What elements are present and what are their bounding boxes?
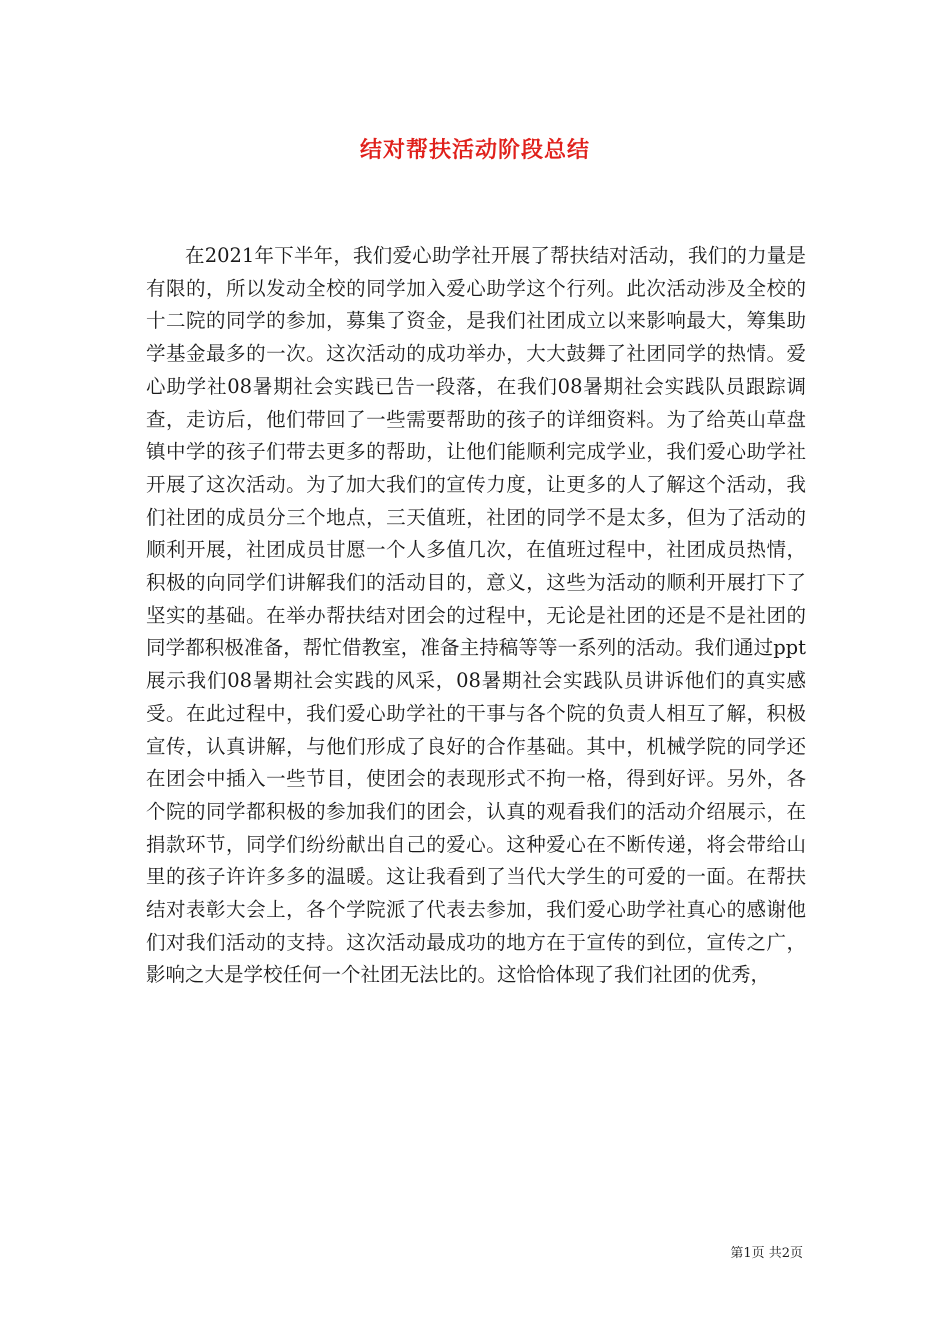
body-paragraph: 在2021年下半年，我们爱心助学社开展了帮扶结对活动，我们的力量是有限的，所以发动全校的同学加入爱心助学这个行列。此次活动涉及全校的十二院的同学的参加，募集了资金，是我们社团成立以来影响最大，筹集助学基金最多的一次。这次活动的成功举办，大大鼓舞了社团同学的热情。爱心助学社08暑期社会实践已告一段落，在我们08暑期社会实践队员跟踪调查，走访后，他们带回了一些需要帮助的孩子的详细资料。为了给英山草盘镇中学的孩子们带去更多的帮助，让他们能顺利完成学业，我们爱心助学社开展了这次活动。为了加大我们的宣传力度，让更多的人了解这个活动，我们社团的成员分三个地点，三天值班，社团的同学不是太多，但为了活动的顺利开展，社团成员甘愿一个人多值几次，在值班过程中，社团成员热情，积极的向同学们讲解我们的活动目的，意义，这些为活动的顺利开展打下了坚实的基础。在举办帮扶结对团会的过程中，无论是社团的还是不是社团的同学都积极准备，帮忙借教室，准备主持稿等等一系列的活动。我们通过ppt展示我们08暑期社会实践的风采，08暑期社会实践队员讲诉他们的真实感受。在此过程中，我们爱心助学社的干事与各个院的负责人相互了解，积极宣传，认真讲解，与他们形成了良好的合作基础。其中，机械学院的同学还在团会中插入一些节目，使团会的表现形式不拘一格，得到好评。另外，各个院的同学都积极的参加我们的团会，认真的观看我们的活动介绍展示，在捐款环节，同学们纷纷献出自己的爱心。这种爱心在不断传递，将会带给山里的孩子许许多多的温暖。这让我看到了当代大学生的可爱的一面。在帮扶结对表彰大会上，各个学院派了代表去参加，我们爱心助学社真心的感谢他们对我们活动的支持。这次活动最成功的地方在于宣传的到位，宣传之广，影响之大是学校任何一个社团无法比的。这恰恰体现了我们社团的优秀，	[146, 244, 806, 987]
document-title: 结对帮扶活动阶段总结	[359, 137, 590, 163]
page-number: 第1页 共2页	[730, 1246, 803, 1261]
